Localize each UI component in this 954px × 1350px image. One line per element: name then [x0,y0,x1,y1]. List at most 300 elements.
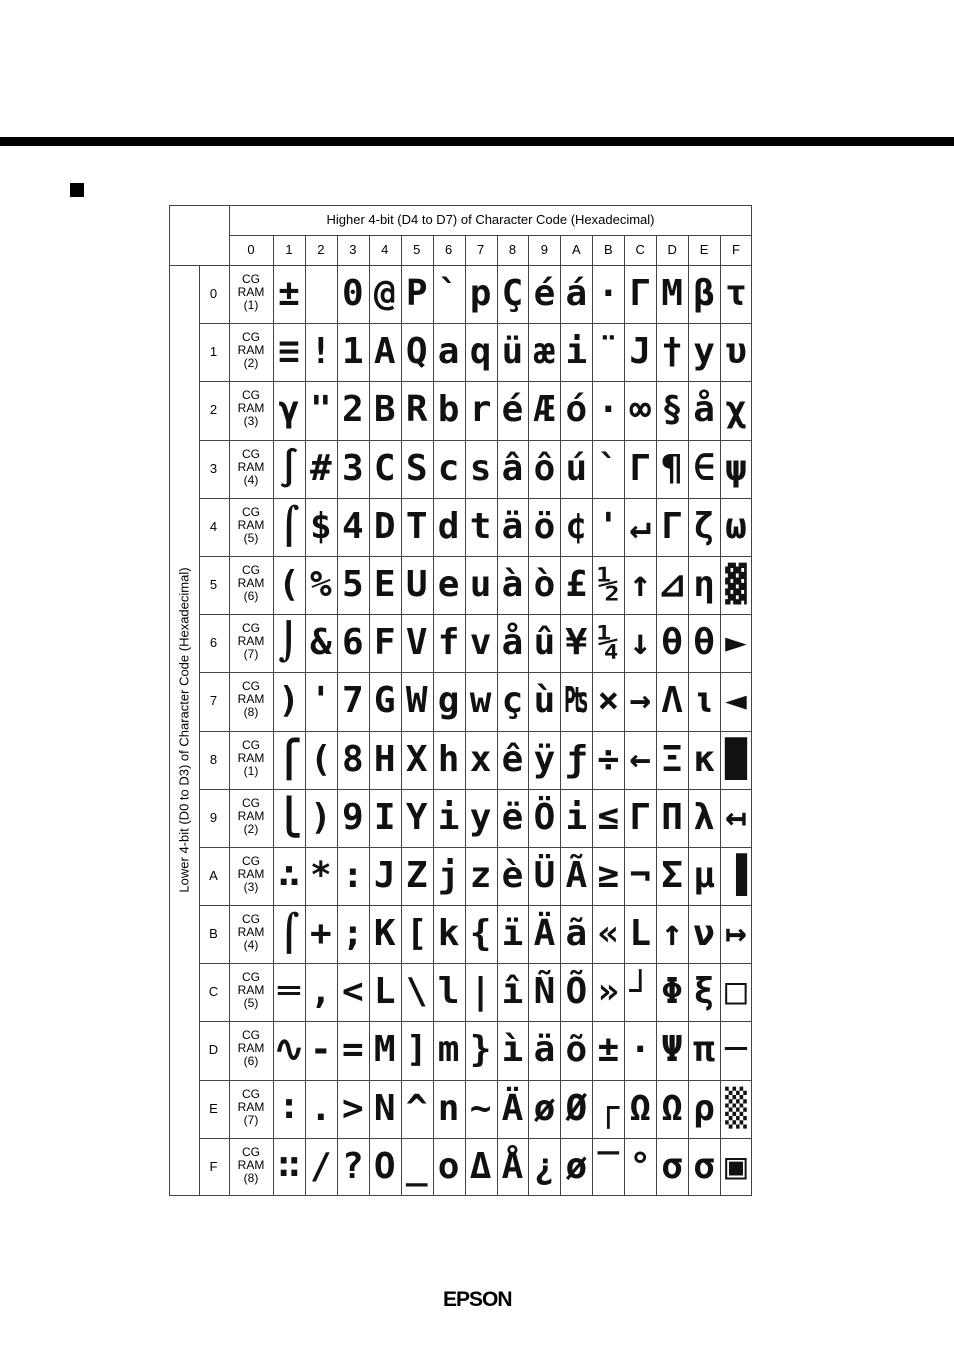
glyph-cell: ▣ [725,1145,747,1187]
row-header: 0 [209,286,218,301]
cg-ram-text: CG [242,970,260,985]
glyph-cell: û [533,622,556,664]
glyph-cell: E [373,563,396,605]
glyph-cell: † [661,331,683,373]
cg-ram-text: RAM [237,517,265,532]
glyph-cell: υ [725,331,747,373]
glyph-cell: ë [501,796,524,838]
glyph-cell: | [469,971,492,1013]
cg-ram-text: (1) [243,763,259,778]
glyph-cell: 0 [341,273,364,314]
cg-ram-cell [229,506,273,545]
cg-ram-text: RAM [237,343,265,358]
glyph-cell: Ö [533,796,556,838]
higher-bits-header: Higher 4-bit (D4 to D7) of Character Code (Hexadecimal) [326,212,655,227]
cg-ram-cell [229,739,273,778]
column-header: A [572,242,581,257]
top-rule [0,137,954,146]
row-header: E [209,1100,218,1116]
glyph-cell: ▐ [725,854,747,896]
glyph-cell: μ [693,854,715,896]
glyph-cell: ⌠ [278,913,300,955]
cg-ram-text: RAM [237,1157,265,1172]
glyph-cell: D [373,505,396,547]
cg-ram-text: (5) [243,530,259,545]
column-header: 2 [317,242,325,257]
row-header: D [208,1042,219,1058]
cg-ram-cell [229,448,273,487]
row-header: F [209,1158,218,1174]
glyph-cell: B [373,389,396,431]
glyph-cell: Γ [629,796,652,838]
glyph-cell: ← [629,738,652,780]
cg-ram-text: CG [242,504,260,519]
glyph-cell: M [661,273,683,314]
glyph-cell: ⌠ [278,505,300,547]
glyph-cell: * [310,854,332,896]
cg-ram-text: (2) [243,821,259,836]
glyph-cell: ¶ [661,447,683,489]
glyph-cell: Õ [565,971,588,1013]
row-header: 8 [209,751,218,767]
cg-ram-text: CG [242,1086,260,1101]
glyph-cell: τ [725,273,747,314]
cg-ram-cell [229,680,273,719]
glyph-cell: m [437,1029,460,1071]
cg-ram-cell [229,797,273,836]
glyph-cell: ã [565,913,588,955]
cg-ram-text: RAM [237,634,265,649]
glyph-cell: R [405,389,428,431]
glyph-cell: Ç [501,273,524,314]
glyph-cell: · [597,273,620,314]
glyph-cell: ↑ [629,563,652,605]
cg-ram-text: (4) [243,938,259,953]
glyph-cell: × [597,680,620,722]
glyph-cell: ρ [693,1087,715,1129]
glyph-cell: ⊿ [657,563,688,605]
glyph-cell: 7 [341,680,364,722]
lower-bits-label-text: Lower 4-bit (D0 to D3) of Character Code (Hexadecimal) [176,567,192,893]
glyph-cell: Δ [469,1145,492,1187]
cg-ram-cell [229,1088,273,1127]
row-header: 1 [209,344,218,360]
glyph-cell: β [693,273,715,314]
glyph-cell: ± [597,1029,620,1071]
column-header: D [667,242,677,257]
glyph-cell: I [373,796,396,838]
glyph-cell: ¢ [565,505,588,547]
glyph-cell: ↓ [629,622,652,664]
glyph-cell: Ä [533,913,556,955]
glyph-cell: = [341,1029,364,1071]
cg-ram-text: (4) [243,472,259,487]
glyph-cell: " [310,389,332,431]
column-header: 7 [476,242,485,257]
glyph-cell: ∿ [273,1029,305,1071]
glyph-cell: ₧ [565,680,588,722]
glyph-cell: ◄ [725,680,747,722]
table-border-top [169,205,752,206]
glyph-cell: ⎧ [278,738,300,780]
glyph-cell: ⎩ [278,796,300,838]
column-header: 4 [381,242,389,257]
glyph-cell: N [373,1087,396,1129]
glyph-cell: ξ [693,971,715,1013]
glyph-cell: & [310,622,332,664]
glyph-cell: i [565,331,588,373]
glyph-cell: J [629,331,652,373]
cg-ram-text: CG [242,562,260,577]
glyph-cell: _ [405,1145,428,1187]
glyph-cell: æ [533,331,556,373]
cg-ram-text: (2) [243,356,259,371]
glyph-cell: Φ [661,971,683,1013]
glyph-cell: F [373,622,396,664]
cg-ram-cell [229,913,273,952]
cg-ram-cell [229,564,273,603]
glyph-cell: $ [310,505,332,547]
cg-ram-text: (6) [243,588,259,603]
glyph-cell: X [405,738,428,780]
cg-ram-text: CG [242,621,260,636]
glyph-cell: Ω [661,1087,683,1129]
glyph-cell: : [341,854,364,896]
glyph-cell: l [437,971,460,1013]
glyph-cell: ↵ [629,505,652,547]
glyph-cell: ┌ [597,1087,620,1129]
glyph-cell: a [437,331,460,373]
glyph-cell: > [341,1087,364,1129]
glyph-cell: y [469,796,492,838]
row-header: 2 [209,402,218,418]
glyph-cell: κ [693,738,715,780]
corner-divider [169,265,199,266]
glyph-cell: W [405,680,428,722]
glyph-cell: σ [661,1145,683,1187]
glyph-cell: » [597,971,620,1013]
column-header: 6 [445,242,453,257]
glyph-cell: w [469,680,492,722]
glyph-cell: j [437,854,460,896]
glyph-cell: + [310,913,332,955]
glyph-cell: ~ [469,1087,492,1129]
cg-ram-cell [229,273,273,312]
cg-ram-cell [229,855,273,894]
glyph-cell: 5 [341,563,364,605]
cg-ram-cell [229,971,273,1010]
glyph-cell: á [565,273,588,314]
column-header: 3 [349,242,357,257]
column-header: 1 [285,242,293,257]
glyph-cell: θ [661,622,683,664]
cg-ram-text: RAM [237,1099,265,1114]
glyph-cell: / [310,1145,332,1187]
glyph-cell: è [501,854,524,896]
glyph-cell: C [373,447,396,489]
glyph-cell: r [469,389,492,431]
glyph-cell: ? [341,1145,364,1187]
glyph-cell: Ü [533,854,556,896]
column-header: 8 [508,242,517,257]
glyph-cell: d [437,505,460,547]
cg-ram-text: (7) [243,1112,259,1127]
glyph-cell: u [469,563,492,605]
glyph-cell: à [501,563,524,605]
glyph-cell: . [310,1087,332,1129]
glyph-cell: ► [725,622,747,664]
glyph-cell: g [437,680,460,722]
glyph-cell: ↦ [725,913,747,955]
glyph-cell: ≤ [597,796,620,838]
glyph-cell: ▓ [725,563,747,605]
glyph-cell: # [310,447,332,489]
cg-ram-text: RAM [237,1041,265,1056]
glyph-cell: J [373,854,396,896]
glyph-cell: } [469,1029,492,1071]
cg-ram-text: RAM [237,285,265,299]
glyph-cell: ∫ [278,447,300,489]
glyph-cell: Z [405,854,428,896]
glyph-cell: ê [501,738,524,780]
glyph-cell: é [533,273,556,314]
glyph-cell: ø [565,1145,588,1187]
glyph-cell: ä [501,505,524,547]
glyph-cell: â [501,447,524,489]
cg-ram-text: CG [242,679,260,694]
column-header: C [635,242,645,257]
glyph-cell: Λ [661,680,683,722]
glyph-cell: ( [310,738,332,780]
cg-ram-text: CG [242,912,260,927]
glyph-cell: , [310,971,332,1013]
row-header: B [209,926,218,942]
glyph-cell: @ [373,273,396,314]
glyph-cell: ] [405,1029,428,1071]
cg-ram-text: CG [242,1144,260,1159]
glyph-cell: ∈ [693,447,715,489]
glyph-cell: 8 [341,738,364,780]
glyph-cell: e [437,563,460,605]
glyph-cell: § [661,389,683,431]
cg-ram-text: CG [242,388,260,403]
glyph-cell: Ñ [533,971,556,1013]
glyph-cell: Y [405,796,428,838]
glyph-cell: ω [725,505,747,547]
glyph-cell: ç [501,680,524,722]
glyph-cell: Ø [565,1087,588,1129]
glyph-cell: Q [405,331,428,373]
cg-ram-cell [229,331,273,370]
glyph-cell: 9 [341,796,364,838]
section-bullet [70,183,84,197]
glyph-cell: ι [693,680,715,722]
glyph-cell: z [469,854,492,896]
cg-ram-text: RAM [237,401,265,416]
glyph-cell: b [437,389,460,431]
glyph-cell: H [373,738,396,780]
glyph-cell: ° [629,1145,652,1187]
glyph-cell: Ξ [661,738,683,780]
character-code-table [169,205,752,1196]
glyph-cell: { [469,913,492,955]
glyph-cell: O [373,1145,396,1187]
glyph-cell [305,265,337,323]
glyph-cell: f [437,622,460,664]
glyph-cell: U [405,563,428,605]
glyph-cell: □ [725,971,747,1013]
cg-ram-text: (6) [243,1054,259,1069]
glyph-cell: η [693,563,715,605]
glyph-cell: n [437,1087,460,1129]
cg-ram-text: (1) [243,298,259,312]
column-header: F [732,242,740,257]
glyph-cell: ≡ [278,331,300,373]
glyph-cell: L [629,913,652,955]
cg-ram-text: CG [242,272,260,286]
glyph-cell: ψ [725,447,747,489]
glyph-cell: k [437,913,460,955]
glyph-cell: % [310,563,332,605]
glyph-cell: ∶ [278,1087,300,1129]
glyph-cell: Æ [533,389,556,431]
glyph-cell: ÿ [533,738,556,780]
glyph-cell: ï [501,913,524,955]
glyph-cell: Ω [629,1087,652,1129]
glyph-cell: ø [533,1087,556,1129]
glyph-cell: s [469,447,492,489]
glyph-cell: 2 [341,389,364,431]
glyph-cell: ¬ [629,854,652,896]
cg-ram-text: CG [242,1028,260,1043]
glyph-cell: ⌡ [278,622,300,664]
glyph-cell: t [469,505,492,547]
glyph-cell: T [405,505,428,547]
cg-ram-cell [229,622,273,661]
glyph-cell: i [437,796,460,838]
glyph-cell: Å [501,1145,524,1187]
glyph-cell: ∴ [278,854,300,896]
cg-ram-text: (5) [243,996,259,1011]
glyph-cell: 4 [341,505,364,547]
glyph-cell: K [373,913,396,955]
glyph-cell: ↤ [725,796,747,838]
column-header: 9 [540,242,549,257]
glyph-cell: M [373,1029,396,1071]
glyph-cell: Γ [629,273,652,314]
glyph-cell: L [373,971,396,1013]
glyph-cell: θ [693,622,715,664]
cg-ram-text: RAM [237,692,265,707]
glyph-cell: σ [693,1145,715,1187]
glyph-cell: ( [278,563,300,605]
glyph-cell: ) [278,680,300,722]
glyph-cell: · [629,1029,652,1071]
glyph-cell: ä [533,1029,556,1071]
cg-ram-text: RAM [237,750,265,765]
glyph-cell: h [437,738,460,780]
row-header: 9 [209,809,218,825]
cg-ram-text: CG [242,795,260,810]
cg-ram-text: CG [242,446,260,461]
glyph-cell: p [469,273,492,314]
glyph-cell: [ [405,913,428,955]
glyph-cell: ═ [278,971,300,1013]
glyph-cell: i [565,796,588,838]
column-header: B [603,242,613,257]
glyph-cell: P [405,273,428,314]
glyph-cell: < [341,971,364,1013]
cg-ram-text: CG [242,853,260,868]
glyph-cell: £ [565,563,588,605]
glyph-cell: « [597,913,620,955]
glyph-cell: █ [725,738,747,780]
row-header: 3 [209,460,218,476]
glyph-cell: ¼ [597,622,620,664]
glyph-cell: ƒ [565,738,588,780]
column-header: 0 [247,242,255,257]
cg-ram-text: CG [242,737,260,752]
glyph-cell: ± [278,273,300,314]
glyph-cell: ≥ [597,854,620,896]
glyph-cell: ' [597,505,620,547]
epson-logo: EPSON [443,1288,512,1311]
glyph-cell: S [405,447,428,489]
cg-ram-text: (8) [243,705,259,720]
glyph-cell: î [501,971,524,1013]
glyph-cell: Π [661,796,683,838]
glyph-cell: x [469,738,492,780]
table-border-left [169,205,170,1196]
glyph-cell: A [373,331,396,373]
glyph-cell: é [501,389,524,431]
cg-ram-text: (3) [243,414,259,429]
glyph-cell: V [405,622,428,664]
cg-ram-text: RAM [237,925,265,940]
glyph-cell: ∞ [629,389,652,431]
row-header: A [209,867,218,883]
glyph-cell: γ [278,389,300,431]
cg-ram-text: (7) [243,647,259,662]
glyph-cell: ! [310,331,332,373]
row-header: 7 [209,693,218,709]
cg-ram-text: CG [242,330,260,345]
cg-ram-cell [229,389,273,428]
glyph-cell: ‾ [597,1145,620,1187]
cg-ram-text: RAM [237,808,265,823]
glyph-cell: ─ [725,1029,747,1071]
row-header: 5 [209,576,218,592]
glyph-cell: - [310,1029,332,1071]
glyph-cell: \ [405,971,428,1013]
glyph-cell: ó [565,389,588,431]
glyph-cell: ) [310,796,332,838]
glyph-cell: q [469,331,492,373]
glyph-cell: Ä [501,1087,524,1129]
glyph-cell: 3 [341,447,364,489]
glyph-cell: ú [565,447,588,489]
glyph-cell: · [597,389,620,431]
glyph-cell: ö [533,505,556,547]
glyph-cell: ÷ [597,738,620,780]
glyph-cell: ¨ [597,331,620,373]
glyph-cell: ù [533,680,556,722]
glyph-cell: Ψ [661,1029,683,1071]
glyph-cell: ` [437,273,460,314]
cg-ram-text: (3) [243,879,259,894]
glyph-cell: o [437,1145,460,1187]
cg-ram-text: RAM [237,983,265,998]
